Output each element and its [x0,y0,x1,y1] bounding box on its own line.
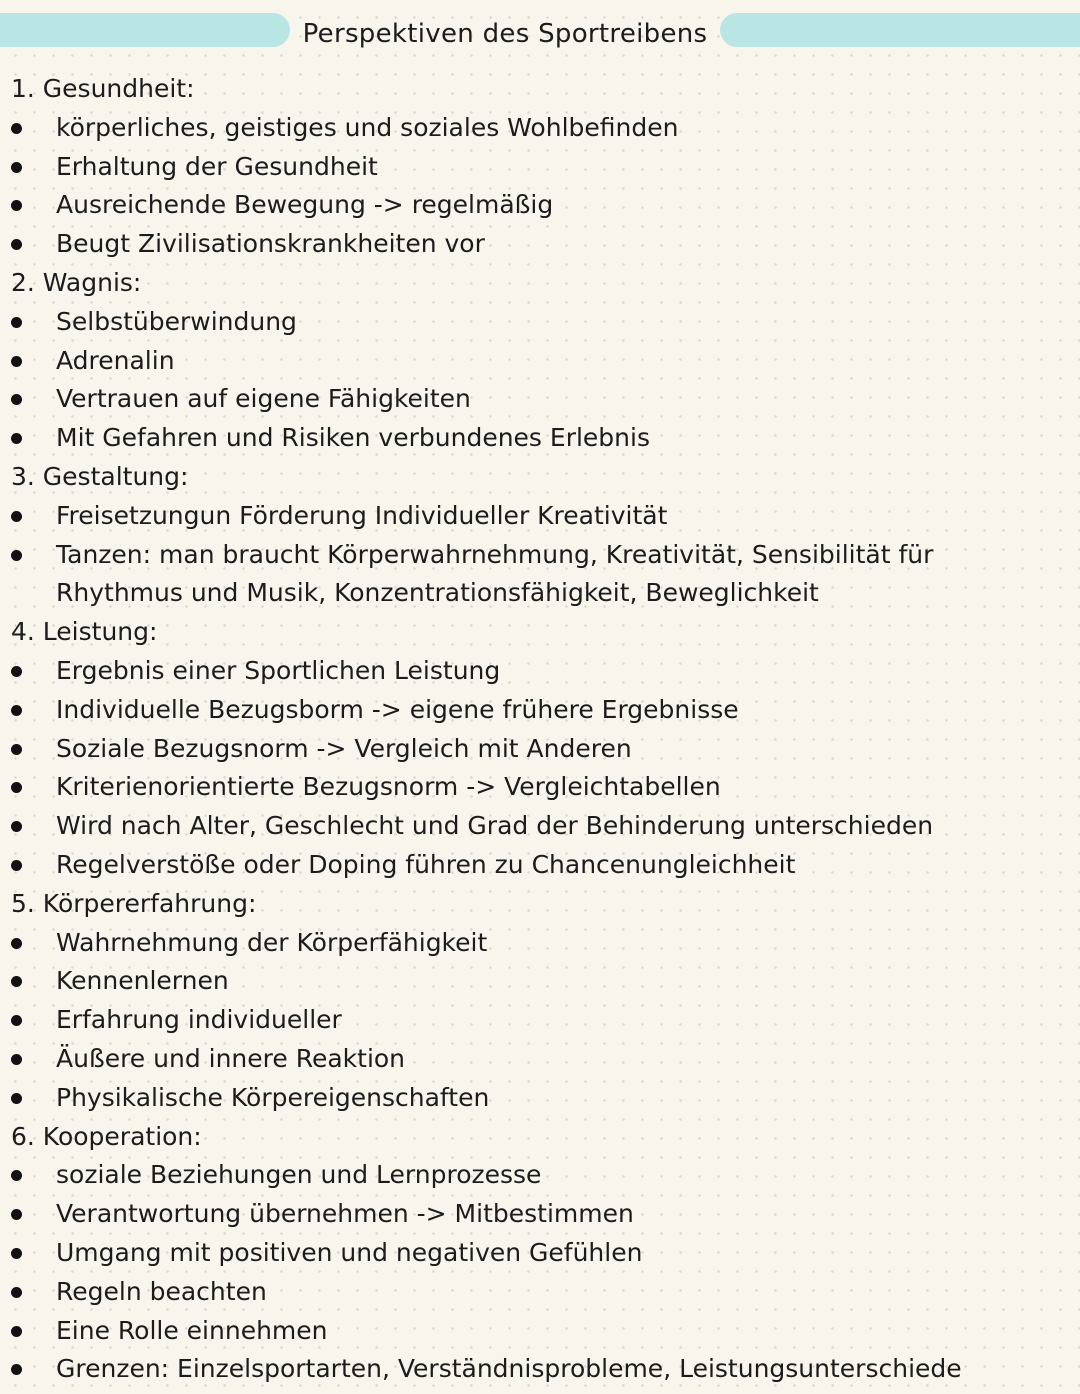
section-heading: 4. Leistung: [11,617,158,647]
list-item [0,1350,1080,1389]
list-item [0,536,1080,614]
bullet-icon [11,123,22,134]
header-banner-left [0,13,290,47]
bullet-icon [11,394,22,405]
bullet-icon [11,1287,22,1298]
bullet-icon [11,1248,22,1259]
bullet-icon [11,511,22,522]
notes-content [0,70,1080,1389]
bullet-icon [11,1015,22,1026]
list-item [0,1079,1080,1118]
list-item-text: Physikalische Körpereigenschaften [56,1082,490,1112]
section-heading: 2. Wagnis: [11,267,142,297]
list-item [0,1273,1080,1312]
list-item [0,1234,1080,1273]
list-item-text: Umgang mit positiven und negativen Gefühlen [56,1237,643,1267]
list-item [0,380,1080,419]
list-item [0,1040,1080,1079]
bullet-icon [11,938,22,949]
bullet-icon [11,1209,22,1220]
bullet-icon [11,860,22,871]
bullet-icon [11,1364,22,1375]
bullet-icon [11,744,22,755]
section-heading: 5. Körpererfahrung: [11,888,257,918]
bullet-icon [11,550,22,561]
list-item-text: Ausreichende Bewegung -> regelmäßig [56,190,554,220]
bullet-icon [11,239,22,250]
list-item-text: Mit Gefahren und Risiken verbundenes Erlebnis [56,423,650,453]
list-item [0,730,1080,769]
list-item-text: Ergebnis einer Sportlichen Leistung [56,655,501,685]
list-item [0,1156,1080,1195]
bullet-icon [11,782,22,793]
list-item [0,652,1080,691]
bullet-icon [11,666,22,677]
bullet-icon [11,1093,22,1104]
list-item-text: Wird nach Alter, Geschlecht und Grad der Behinderung unterschieden [56,811,934,841]
list-item [0,924,1080,963]
page-header [0,0,1080,62]
list-item [0,497,1080,536]
list-item-text: körperliches, geistiges und soziales Wohlbefinden [56,112,679,142]
list-item [0,109,1080,148]
list-item [0,419,1080,458]
header-banner-right [720,13,1080,47]
list-item-text: Erhaltung der Gesundheit [56,151,378,181]
list-item-text: Regelverstöße oder Doping führen zu Chancenungleichheit [56,849,796,879]
section-heading: 3. Gestaltung: [11,461,189,491]
bullet-icon [11,705,22,716]
bullet-icon [11,317,22,328]
bullet-icon [11,200,22,211]
bullet-icon [11,1326,22,1337]
list-item-text: Eine Rolle einnehmen [56,1315,328,1345]
list-item-text: Beugt Zivilisationskrankheiten vor [56,229,485,259]
list-item [0,962,1080,1001]
list-item [0,303,1080,342]
list-item-text: Soziale Bezugsnorm -> Vergleich mit Anderen [56,733,632,763]
bullet-icon [11,1054,22,1065]
bullet-icon [11,1170,22,1181]
list-item [0,1195,1080,1234]
list-item-text: Wahrnehmung der Körperfähigkeit [56,927,488,957]
list-item [0,1001,1080,1040]
list-item [0,691,1080,730]
list-item [0,768,1080,807]
bullet-icon [11,433,22,444]
bullet-icon [11,162,22,173]
list-item-text: Grenzen: Einzelsportarten, Verständnisprobleme, Leistungsunterschiede [56,1354,962,1384]
bullet-icon [11,976,22,987]
list-item-text: Erfahrung individueller [56,1005,342,1035]
list-item-text: Adrenalin [56,345,175,375]
list-item-text: Selbstüberwindung [56,306,297,336]
list-item [0,225,1080,264]
list-item-text: Individuelle Bezugsborm -> eigene frühere Ergebnisse [56,694,739,724]
list-item-text: soziale Beziehungen und Lernprozesse [56,1160,542,1190]
list-item-text: Verantwortung übernehmen -> Mitbestimmen [56,1199,634,1229]
section-heading: 6. Kooperation: [11,1121,202,1151]
list-item [0,342,1080,381]
section-heading: 1. Gesundheit: [11,74,195,103]
bullet-icon [11,821,22,832]
list-item [0,1312,1080,1351]
list-item-text: Vertrauen auf eigene Fähigkeiten [56,384,471,414]
page-title: Perspektiven des Sportreibens [302,19,708,49]
list-item-text: Tanzen: man braucht Körperwahrnehmung, Kreativität, Sensibilität für Rhythmus und Musik, Konzentrationsfähigkeit, Beweglichkeit [56,539,934,608]
list-item [0,148,1080,187]
list-item [0,186,1080,225]
list-item [0,846,1080,885]
list-item-text: Äußere und innere Reaktion [56,1043,406,1073]
list-item-text: Kennenlernen [56,966,229,996]
list-item-text: Freisetzungun Förderung Individueller Kreativität [56,500,668,530]
list-item-text: Regeln beachten [56,1276,267,1306]
bullet-icon [11,356,22,367]
list-item [0,807,1080,846]
list-item-text: Kriterienorientierte Bezugsnorm -> Vergleichtabellen [56,772,721,802]
